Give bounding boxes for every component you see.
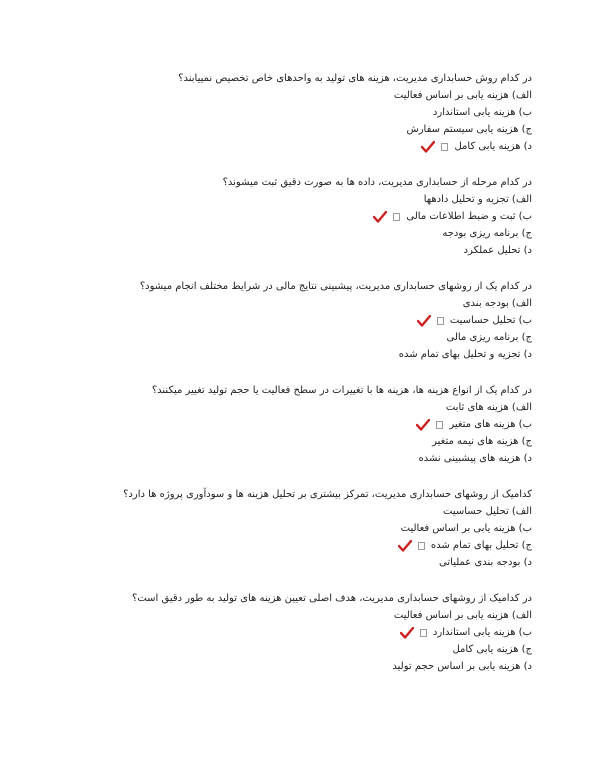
answer-option — [62, 191, 532, 208]
option-label: ج) هزینه یابی کامل — [452, 644, 532, 655]
answer-option — [62, 242, 532, 259]
question-text: در کدام مرحله از حسابداری مدیریت، داده ها به صورت دقیق ثبت میشوند؟ — [222, 177, 532, 188]
answer-option — [62, 225, 532, 242]
answer-option — [62, 607, 532, 624]
option-label: د) هزینه یابی کامل — [454, 141, 532, 152]
answer-option — [62, 433, 532, 450]
option-label: ب) ثبت و ضبط اطلاعات مالی — [406, 211, 532, 222]
question-text: کدامیک از روشهای حسابداری مدیریت، تمرکز بیشتری بر تحلیل هزینه ها و سودآوری پروژه ها دارد؟ — [123, 489, 532, 500]
option-label: الف) هزینه یابی بر اساس فعالیت — [393, 90, 532, 101]
question-text: در کدام یک از انواع هزینه ها، هزینه ها با تغییرات در سطح فعالیت یا حجم تولید تغییر میکنند؟ — [151, 385, 532, 396]
answer-option — [62, 346, 532, 363]
answer-option — [62, 87, 532, 104]
answer-option — [62, 658, 532, 675]
option-label: الف) هزینه یابی بر اساس فعالیت — [393, 610, 532, 621]
answer-option — [62, 537, 532, 554]
checkmark-icon — [421, 141, 435, 153]
question-block — [62, 590, 532, 675]
checkmark-icon — [417, 315, 431, 327]
answer-option — [62, 399, 532, 416]
option-label: د) تجزیه و تحلیل بهای تمام شده — [398, 349, 532, 360]
checkbox-icon — [393, 213, 400, 221]
option-label: د) بودجه بندی عملیاتی — [439, 557, 532, 568]
checkbox-icon — [441, 143, 448, 151]
answer-option — [62, 503, 532, 520]
option-label: د) تحلیل عملکرد — [463, 245, 532, 256]
question-block — [62, 382, 532, 467]
checkmark-icon — [373, 211, 387, 223]
checkmark-icon — [400, 627, 414, 639]
checkbox-icon — [418, 542, 425, 550]
question-block — [62, 278, 532, 363]
answer-option — [62, 641, 532, 658]
option-label: ج) هزینه یابی سیستم سفارش — [406, 124, 532, 135]
answer-option — [62, 624, 532, 641]
option-label: الف) بودجه بندی — [462, 298, 532, 309]
answer-option — [62, 138, 532, 155]
option-label: ب) هزینه یابی استاندارد — [432, 107, 532, 118]
option-label: ج) تحلیل بهای تمام شده — [430, 540, 532, 551]
question-block — [62, 174, 532, 259]
checkbox-icon — [437, 317, 444, 325]
answer-option — [62, 121, 532, 138]
answer-option — [62, 329, 532, 346]
answer-option — [62, 104, 532, 121]
answer-option — [62, 520, 532, 537]
option-label: د) هزینه یابی بر اساس حجم تولید — [392, 661, 532, 672]
option-label: ب) هزینه یابی استاندارد — [432, 627, 532, 638]
checkbox-icon — [420, 629, 427, 637]
checkmark-icon — [398, 540, 412, 552]
option-label: الف) تجزیه و تحلیل دادهها — [423, 194, 532, 205]
checkbox-icon — [436, 421, 443, 429]
answer-option — [62, 295, 532, 312]
option-label: الف) تحلیل حساسیت — [443, 506, 532, 517]
option-label: ب) هزینه یابی بر اساس فعالیت — [400, 523, 532, 534]
question-text: در کدام روش حسابداری مدیریت، هزینه های تولید به واحدهای خاص تخصیص نمییابند؟ — [178, 73, 532, 84]
question-block — [62, 486, 532, 571]
answer-option — [62, 312, 532, 329]
option-label: ب) تحلیل حساسیت — [449, 315, 532, 326]
option-label: ج) برنامه ریزی بودجه — [442, 228, 532, 239]
answer-option — [62, 416, 532, 433]
answer-option — [62, 208, 532, 225]
checkmark-icon — [416, 419, 430, 431]
option-label: الف) هزینه های ثابت — [445, 402, 532, 413]
question-block — [62, 70, 532, 155]
option-label: د) هزینه های پیشبینی نشده — [418, 453, 532, 464]
answer-option — [62, 554, 532, 571]
option-label: ب) هزینه های متغیر — [449, 419, 532, 430]
option-label: ج) هزینه های نیمه متغیر — [432, 436, 532, 447]
option-label: ج) برنامه ریزی مالی — [446, 332, 532, 343]
question-text: در کدام یک از روشهای حسابداری مدیریت، پیشبینی نتایج مالی در شرایط مختلف انجام میشود؟ — [139, 281, 532, 292]
question-text: در کدامیک از روشهای حسابداری مدیریت، هدف اصلی تعیین هزینه های تولید به طور دقیق است؟ — [132, 593, 532, 604]
answer-option — [62, 450, 532, 467]
